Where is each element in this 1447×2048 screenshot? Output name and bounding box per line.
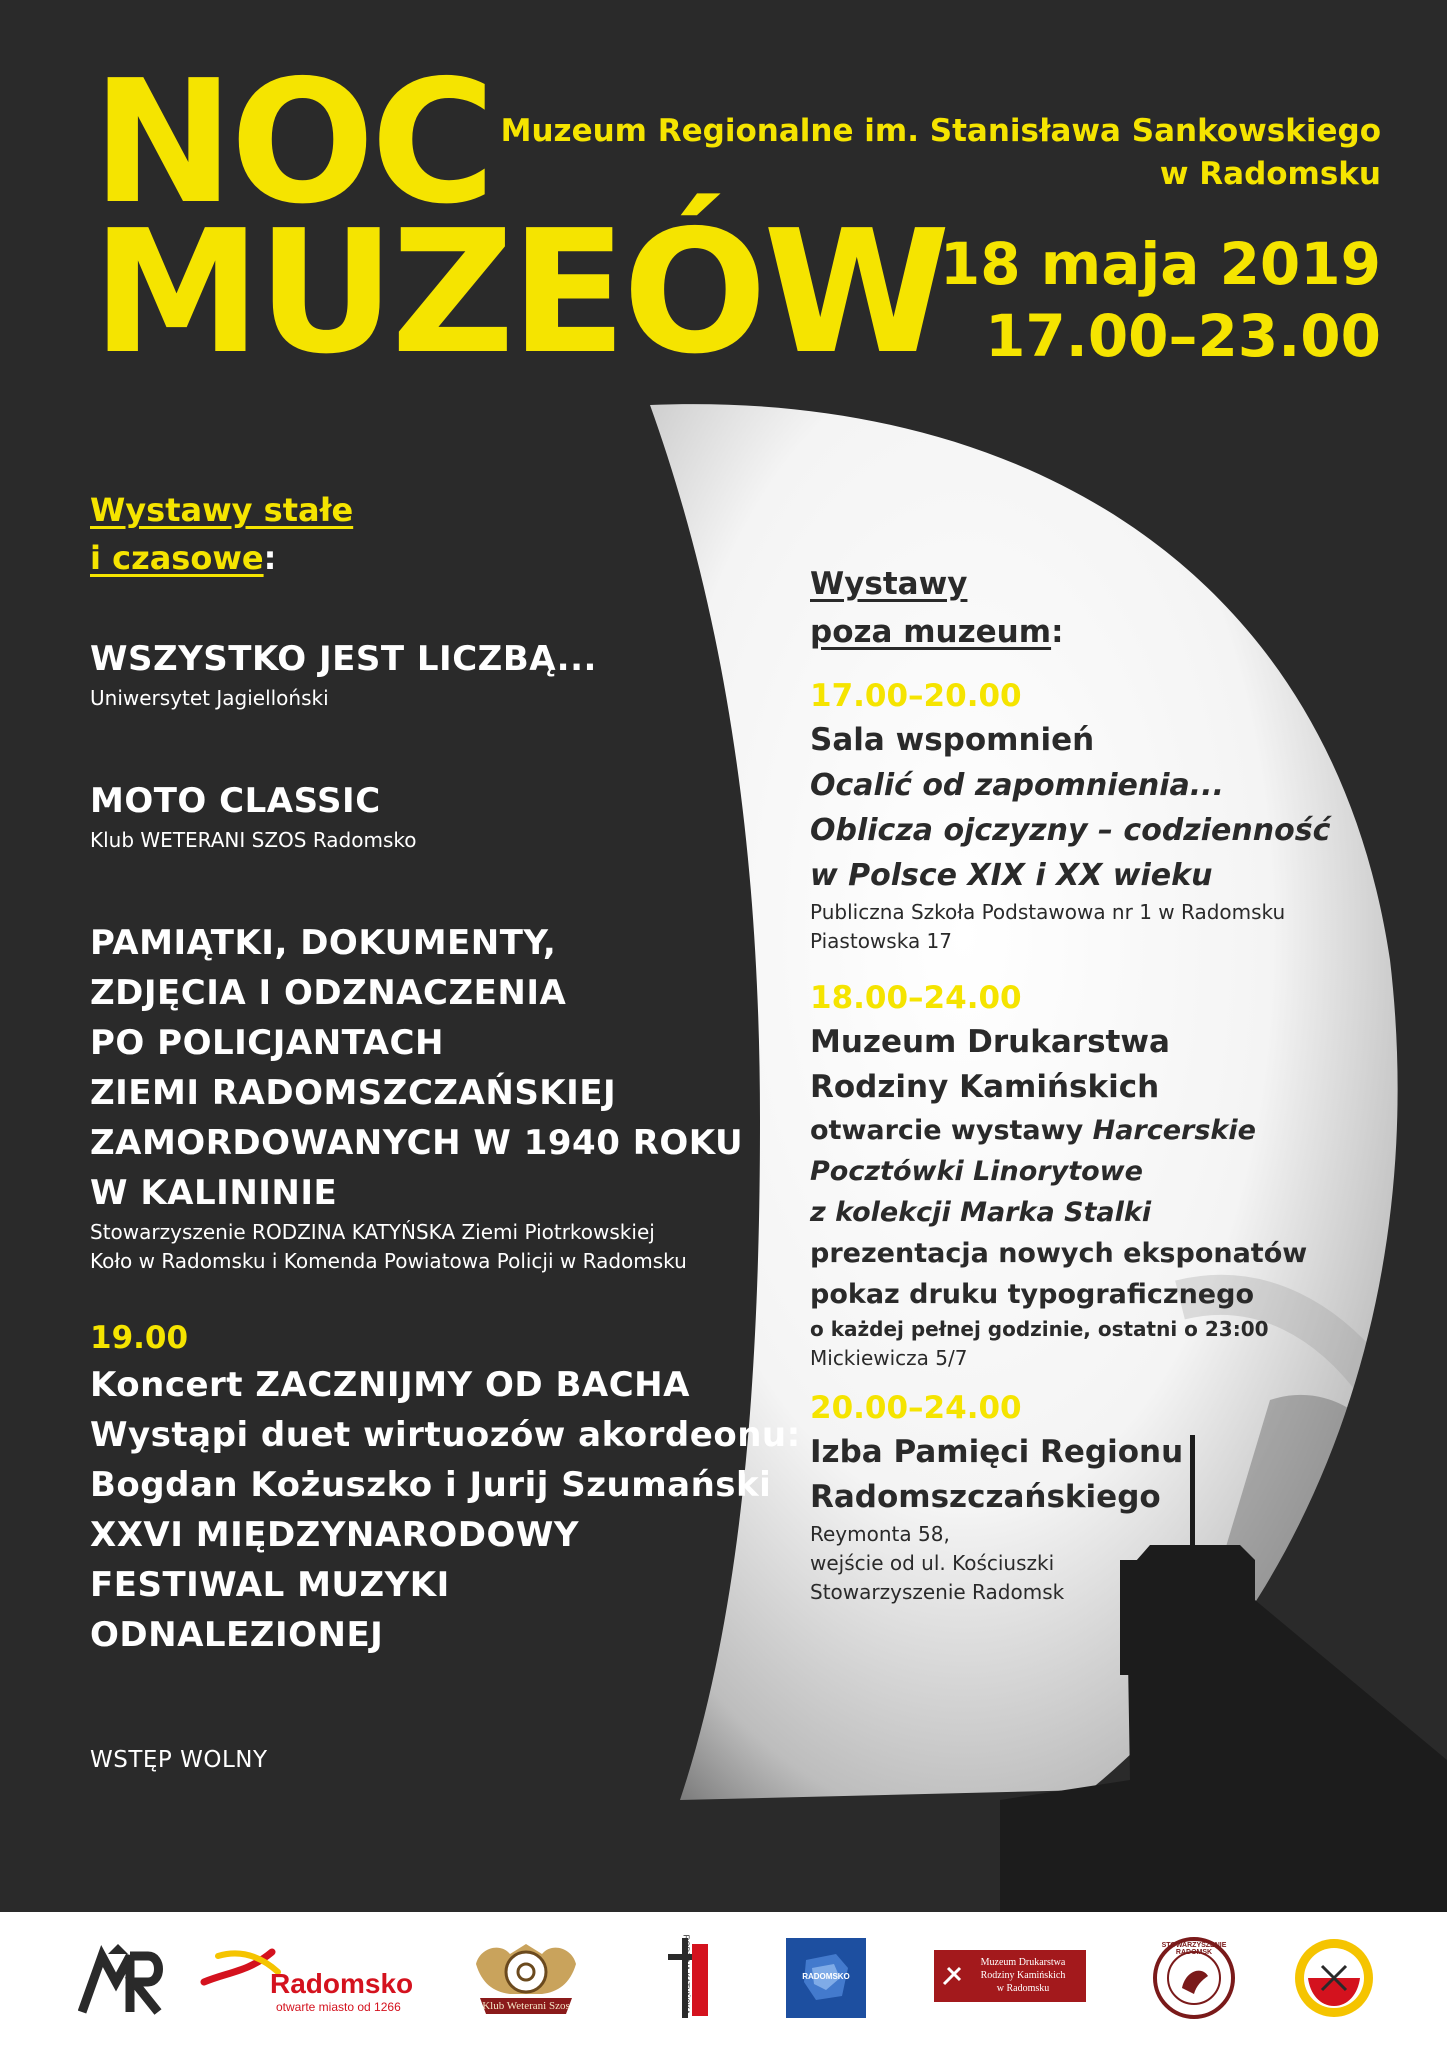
event-title-line: Ocalić od zapomnienia... [810,768,1224,803]
left-item-3 [90,918,743,1276]
item-organizer: Uniwersytet Jagielloński [90,686,329,710]
radomsko-tagline: otwarte miasto od 1266 [276,2000,401,2014]
concert-block [90,1316,801,1660]
mr-logo [78,1942,164,2018]
left-heading-line2: i czasowe [90,539,264,577]
event-time: 20.00–24.00 [810,1390,1022,1426]
event-address-line: Reymonta 58, [810,1522,950,1546]
drukarstwo-logo [934,1950,1086,2002]
right-heading-colon: : [1051,614,1064,650]
drukarstwo-logo-text [964,1956,1082,1995]
item-title-line: PO POLICJANTACH [90,1023,444,1063]
event-desc-italic: Harcerskie [1092,1115,1256,1146]
event-desc-line [810,1110,1307,1151]
item-organizer-line: Koło w Radomsku i Komenda Powiatowa Policji w Radomsku [90,1249,687,1273]
radomsko-logo [198,1942,414,2022]
event-address-line: Stowarzyszenie Radomsk [810,1580,1065,1604]
item-title: WSZYSTKO JEST LICZBĄ... [90,639,597,679]
left-heading-colon: : [263,539,277,577]
event-time: 18.00–24.00 [810,980,1022,1016]
museum-name-line1: Muzeum Regionalne im. Stanisława Sankowskiego [500,113,1381,149]
left-heading-line1: Wystawy stałe [90,491,354,529]
rodzina-katynska-logo [656,1934,716,2026]
event-desc-italic: Pocztówki Linorytowe [810,1156,1143,1187]
event-address-line: Publiczna Szkoła Podstawowa nr 1 w Radomsku [810,900,1286,924]
left-item-2 [90,776,417,855]
event-venue-line: Radomszczańskiego [810,1479,1161,1515]
event-address-line: wejście od ul. Kościuszki [810,1551,1055,1575]
item-organizer: Klub WETERANI SZOS Radomsko [90,828,417,852]
rodzina-katynska-text: RODZINA KATYŃSKA [681,1934,691,2015]
concert-line: Koncert ZACZNIJMY OD BACHA [90,1365,690,1405]
right-event-1 [810,674,1330,956]
event-venue: Sala wspomnień [810,722,1095,758]
event-time: 17.00–20.00 [810,678,1022,714]
concert-line: FESTIWAL MUZYKI [90,1565,450,1605]
event-desc-line [810,1151,1307,1192]
item-organizer-line: Stowarzyszenie RODZINA KATYŃSKA Ziemi Piotrkowskiej [90,1220,655,1244]
item-title: MOTO CLASSIC [90,781,381,821]
drukarstwo-line3: w Radomsku [996,1983,1050,1994]
event-desc-line: pokaz druku typograficznego [810,1279,1254,1310]
title-line1: NOC [92,44,492,242]
concert-line: XXVI MIĘDZYNARODOWY [90,1515,580,1555]
weterani-logo-text: Klub Weterani Szos [482,2000,570,2012]
admission-note: WSTĘP WOLNY [90,1747,268,1773]
event-venue-line: Muzeum Drukarstwa [810,1024,1170,1060]
right-event-2 [810,976,1307,1373]
sponsor-logo-bar [0,1912,1447,2048]
event-title-line: Oblicza ojczyzny – codzienność [810,813,1331,848]
event-date-block [940,228,1381,372]
left-item-1 [90,634,597,713]
concert-line: Bogdan Kożuszko i Jurij Szumański [90,1465,772,1505]
item-title-line: PAMIĄTKI, DOKUMENTY, [90,923,557,963]
radomsko-logo-text: Radomsko [270,1968,414,1999]
item-title-line: ZAMORDOWANYCH W 1940 ROKU [90,1123,744,1163]
item-title-line: ZDJĘCIA I ODZNACZENIA [90,973,567,1013]
item-title-line: W KALININIE [90,1173,338,1213]
right-heading [810,560,1063,656]
event-schedule-note: o każdej pełnej godzinie, ostatni o 23:00 [810,1317,1269,1341]
event-address-line: Mickiewicza 5/7 [810,1346,968,1370]
event-venue-line: Rodziny Kamińskich [810,1069,1160,1105]
event-date: 18 maja 2019 [939,230,1381,298]
weterani-logo [466,1934,586,2024]
stowarzyszenie-logo-text: STOWARZYSZENIE RADOMSK [1161,1942,1227,1956]
right-event-3 [810,1386,1183,1607]
event-venue-line: Izba Pamięci Regionu [810,1434,1184,1470]
event-hours: 17.00–23.00 [985,302,1381,370]
event-title-line: w Polsce XIX i XX wieku [810,858,1213,893]
event-desc-line: prezentacja nowych eksponatów [810,1238,1308,1269]
concert-time: 19.00 [90,1320,189,1356]
police-logo-text: RADOMSKO [802,1972,850,1981]
event-desc-line [810,1192,1307,1233]
event-desc-prefix: otwarcie wystawy [810,1115,1093,1146]
left-heading [90,486,353,582]
right-heading-line1: Wystawy [810,566,968,602]
item-title-line: ZIEMI RADOMSZCZAŃSKIEJ [90,1073,617,1113]
museum-name [501,110,1381,196]
right-heading-line2: poza muzeum [810,614,1052,650]
stowarzyszenie-radomsk-logo [1152,1936,1236,2020]
drukarstwo-line2: Rodziny Kamińskich [980,1970,1066,1981]
scouting-logo [1292,1936,1376,2020]
event-address-line: Piastowska 17 [810,929,953,953]
drukarstwo-line1: Muzeum Drukarstwa [980,1957,1066,1968]
museum-name-line2: w Radomsku [1159,156,1381,192]
police-logo [786,1938,866,2018]
event-desc-italic: z kolekcji Marka Stalki [810,1197,1152,1228]
concert-line: Wystąpi duet wirtuozów akordeonu: [90,1415,801,1455]
title-line2: MUZEÓW [92,194,947,392]
concert-line: ODNALEZIONEJ [90,1615,384,1655]
